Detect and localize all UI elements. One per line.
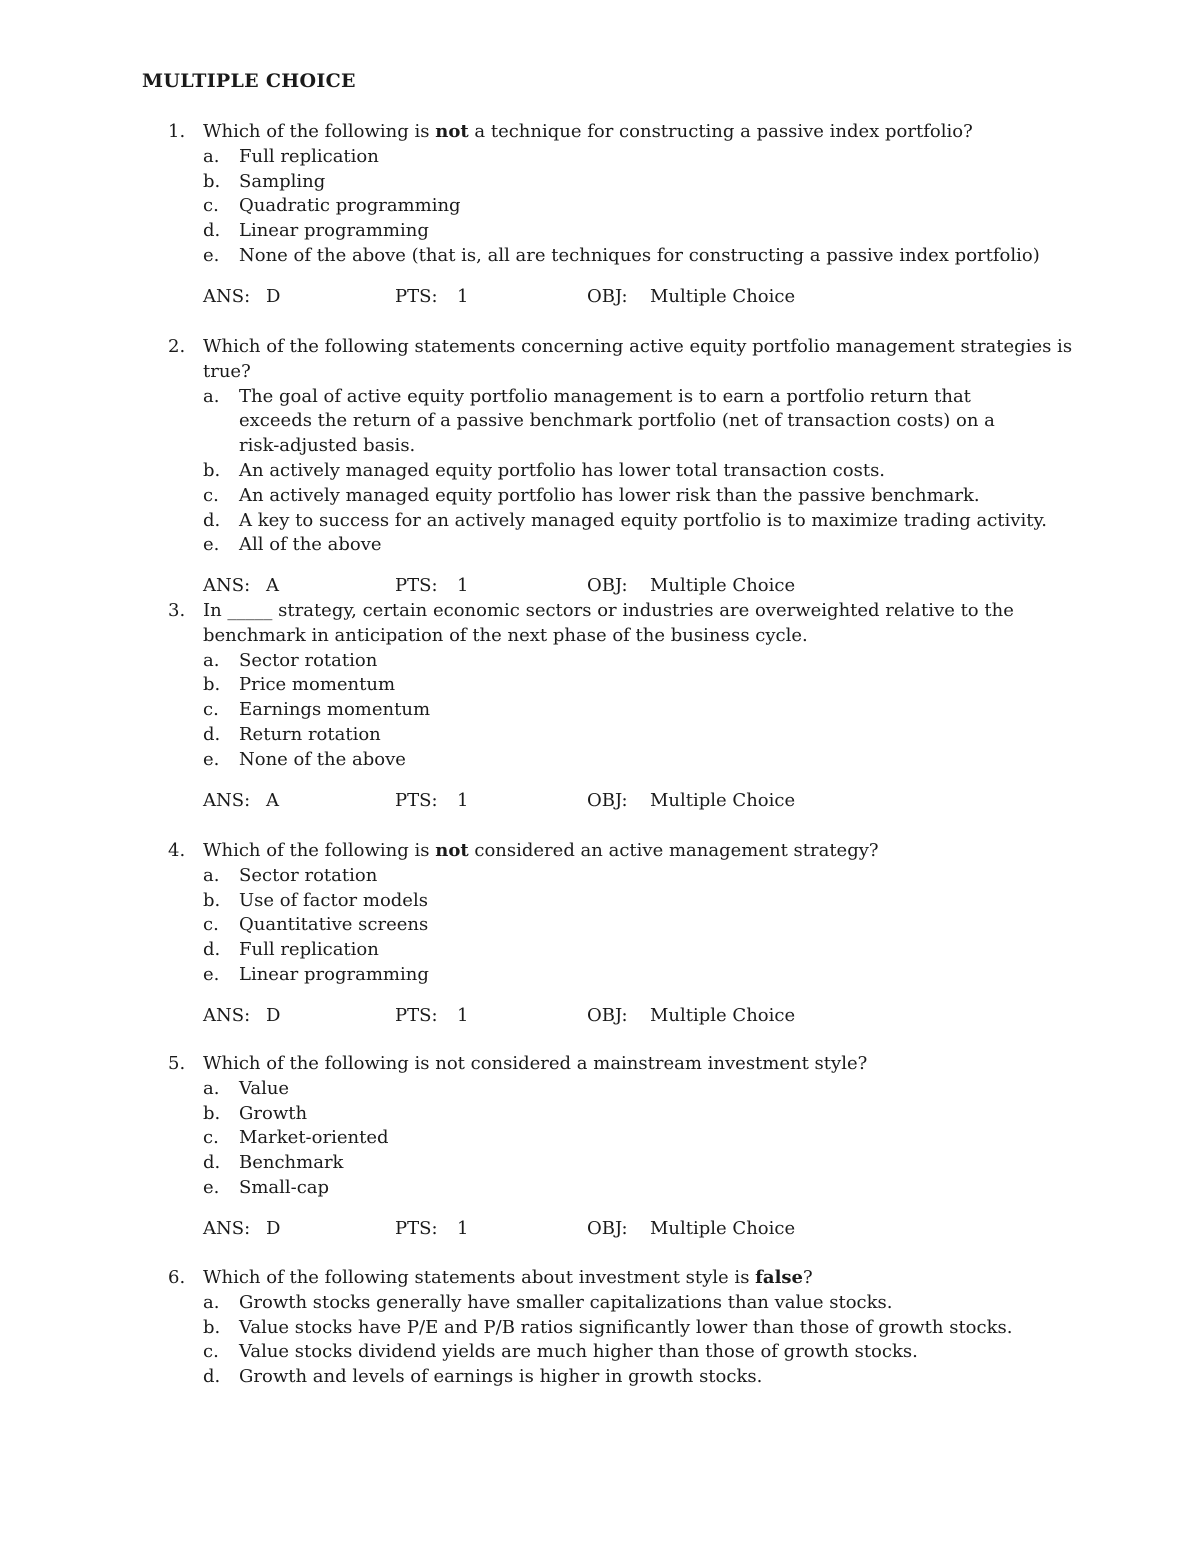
answer-row [168,1004,1118,1029]
option-e: e. All of the above [203,534,382,556]
question-text: Which of the following is not considered a mainstream investment style? [203,1053,868,1074]
question-stem [168,1266,1118,1291]
pts-value: 1 [457,1004,469,1026]
pts-value: 1 [457,285,469,307]
question-number: 6. [168,1267,186,1288]
answer-row [168,789,1118,814]
question-number: 3. [168,600,186,621]
question-text: In _____ strategy, certain economic sectors or industries are overweighted relative to the benchmark in anticipation of the next phase of the business cycle. [203,600,1014,646]
obj-value: Multiple Choice [650,789,796,811]
pts-value: 1 [457,789,469,811]
option-c: c. Value stocks dividend yields are much higher than those of growth stocks. [203,1341,918,1363]
obj-value: Multiple Choice [650,1217,796,1239]
option-d: d. Linear programming [203,220,429,242]
pts-label: PTS: [395,789,438,811]
obj-value: Multiple Choice [650,285,796,307]
option-a: a. Growth stocks generally have smaller capitalizations than value stocks. [203,1291,893,1313]
question-5 [168,1052,1118,1242]
option-b: b. Value stocks have P/E and P/B ratios significantly lower than those of growth stocks. [203,1316,1013,1338]
option-a: a. Full replication [203,145,379,167]
option-b: b. An actively managed equity portfolio has lower total transaction costs. [203,459,886,481]
question-1 [168,120,1118,310]
option-b: b. Price momentum [203,674,396,696]
pts-label: PTS: [395,1217,438,1239]
option-a: a. The goal of active equity portfolio management is to earn a portfolio return that exceeds the return of a passive benchmark portfolio (net of transaction costs) on a risk-adjusted basis. [203,385,995,457]
answer-row [168,574,1118,599]
pts-label: PTS: [395,1004,438,1026]
question-number: 4. [168,840,186,861]
option-d: d. Growth and levels of earnings is higher in growth stocks. [203,1366,763,1388]
option-c: c. Earnings momentum [203,699,431,721]
ans-value: D [266,1217,281,1239]
ans-label: ANS: [203,1217,251,1239]
obj-value: Multiple Choice [650,575,796,597]
emphasis-text: not [435,121,469,142]
emphasis-text: false [755,1267,803,1288]
pts-label: PTS: [395,575,438,597]
option-b: b. Growth [203,1102,308,1124]
option-c: c. Quantitative screens [203,914,429,936]
option-a: a. Sector rotation [203,649,378,671]
option-c: c. Quadratic programming [203,195,461,217]
question-number: 2. [168,336,186,357]
question-2 [168,335,1118,599]
option-d: d. A key to success for an actively managed equity portfolio is to maximize trading activity. [203,509,1047,531]
question-text: Which of the following statements about investment style is false? [203,1267,813,1288]
question-stem [168,839,1118,864]
answer-row [168,1217,1118,1242]
obj-label: OBJ: [587,285,628,307]
obj-label: OBJ: [587,789,628,811]
ans-label: ANS: [203,1004,251,1026]
question-text: Which of the following statements concerning active equity portfolio management strategies is true? [203,336,1073,382]
pts-value: 1 [457,1217,469,1239]
question-4 [168,839,1118,1029]
ans-label: ANS: [203,789,251,811]
obj-value: Multiple Choice [650,1004,796,1026]
obj-label: OBJ: [587,1217,628,1239]
answer-row [168,285,1118,310]
ans-value: A [266,789,279,811]
ans-label: ANS: [203,285,251,307]
option-e: e. None of the above [203,748,406,770]
option-c: c. An actively managed equity portfolio has lower risk than the passive benchmark. [203,484,980,506]
ans-value: D [266,285,281,307]
emphasis-text: not [435,840,469,861]
option-a: a. Value [203,1077,290,1099]
question-3 [168,599,1118,813]
question-number: 1. [168,121,186,142]
option-d: d. Full replication [203,939,379,961]
question-number: 5. [168,1053,186,1074]
option-e: e. Linear programming [203,963,429,985]
option-b: b. Use of factor models [203,889,428,911]
obj-label: OBJ: [587,1004,628,1026]
pts-value: 1 [457,575,469,597]
ans-value: D [266,1004,281,1026]
option-d: d. Return rotation [203,723,381,745]
ans-label: ANS: [203,575,251,597]
question-text: Which of the following is not considered an active management strategy? [203,840,879,861]
question-6 [168,1266,1118,1390]
pts-label: PTS: [395,285,438,307]
question-stem [168,1052,1118,1077]
option-e: e. None of the above (that is, all are techniques for constructing a passive index portfolio) [203,244,1040,266]
obj-label: OBJ: [587,575,628,597]
section-heading: MULTIPLE CHOICE [142,70,356,92]
option-a: a. Sector rotation [203,864,378,886]
question-text: Which of the following is not a technique for constructing a passive index portfolio? [203,121,973,142]
question-stem [168,335,1118,385]
question-stem [168,599,1118,649]
option-e: e. Small-cap [203,1176,330,1198]
option-d: d. Benchmark [203,1152,344,1174]
option-b: b. Sampling [203,170,326,192]
ans-value: A [266,575,279,597]
question-stem [168,120,1118,145]
option-c: c. Market-oriented [203,1127,389,1149]
